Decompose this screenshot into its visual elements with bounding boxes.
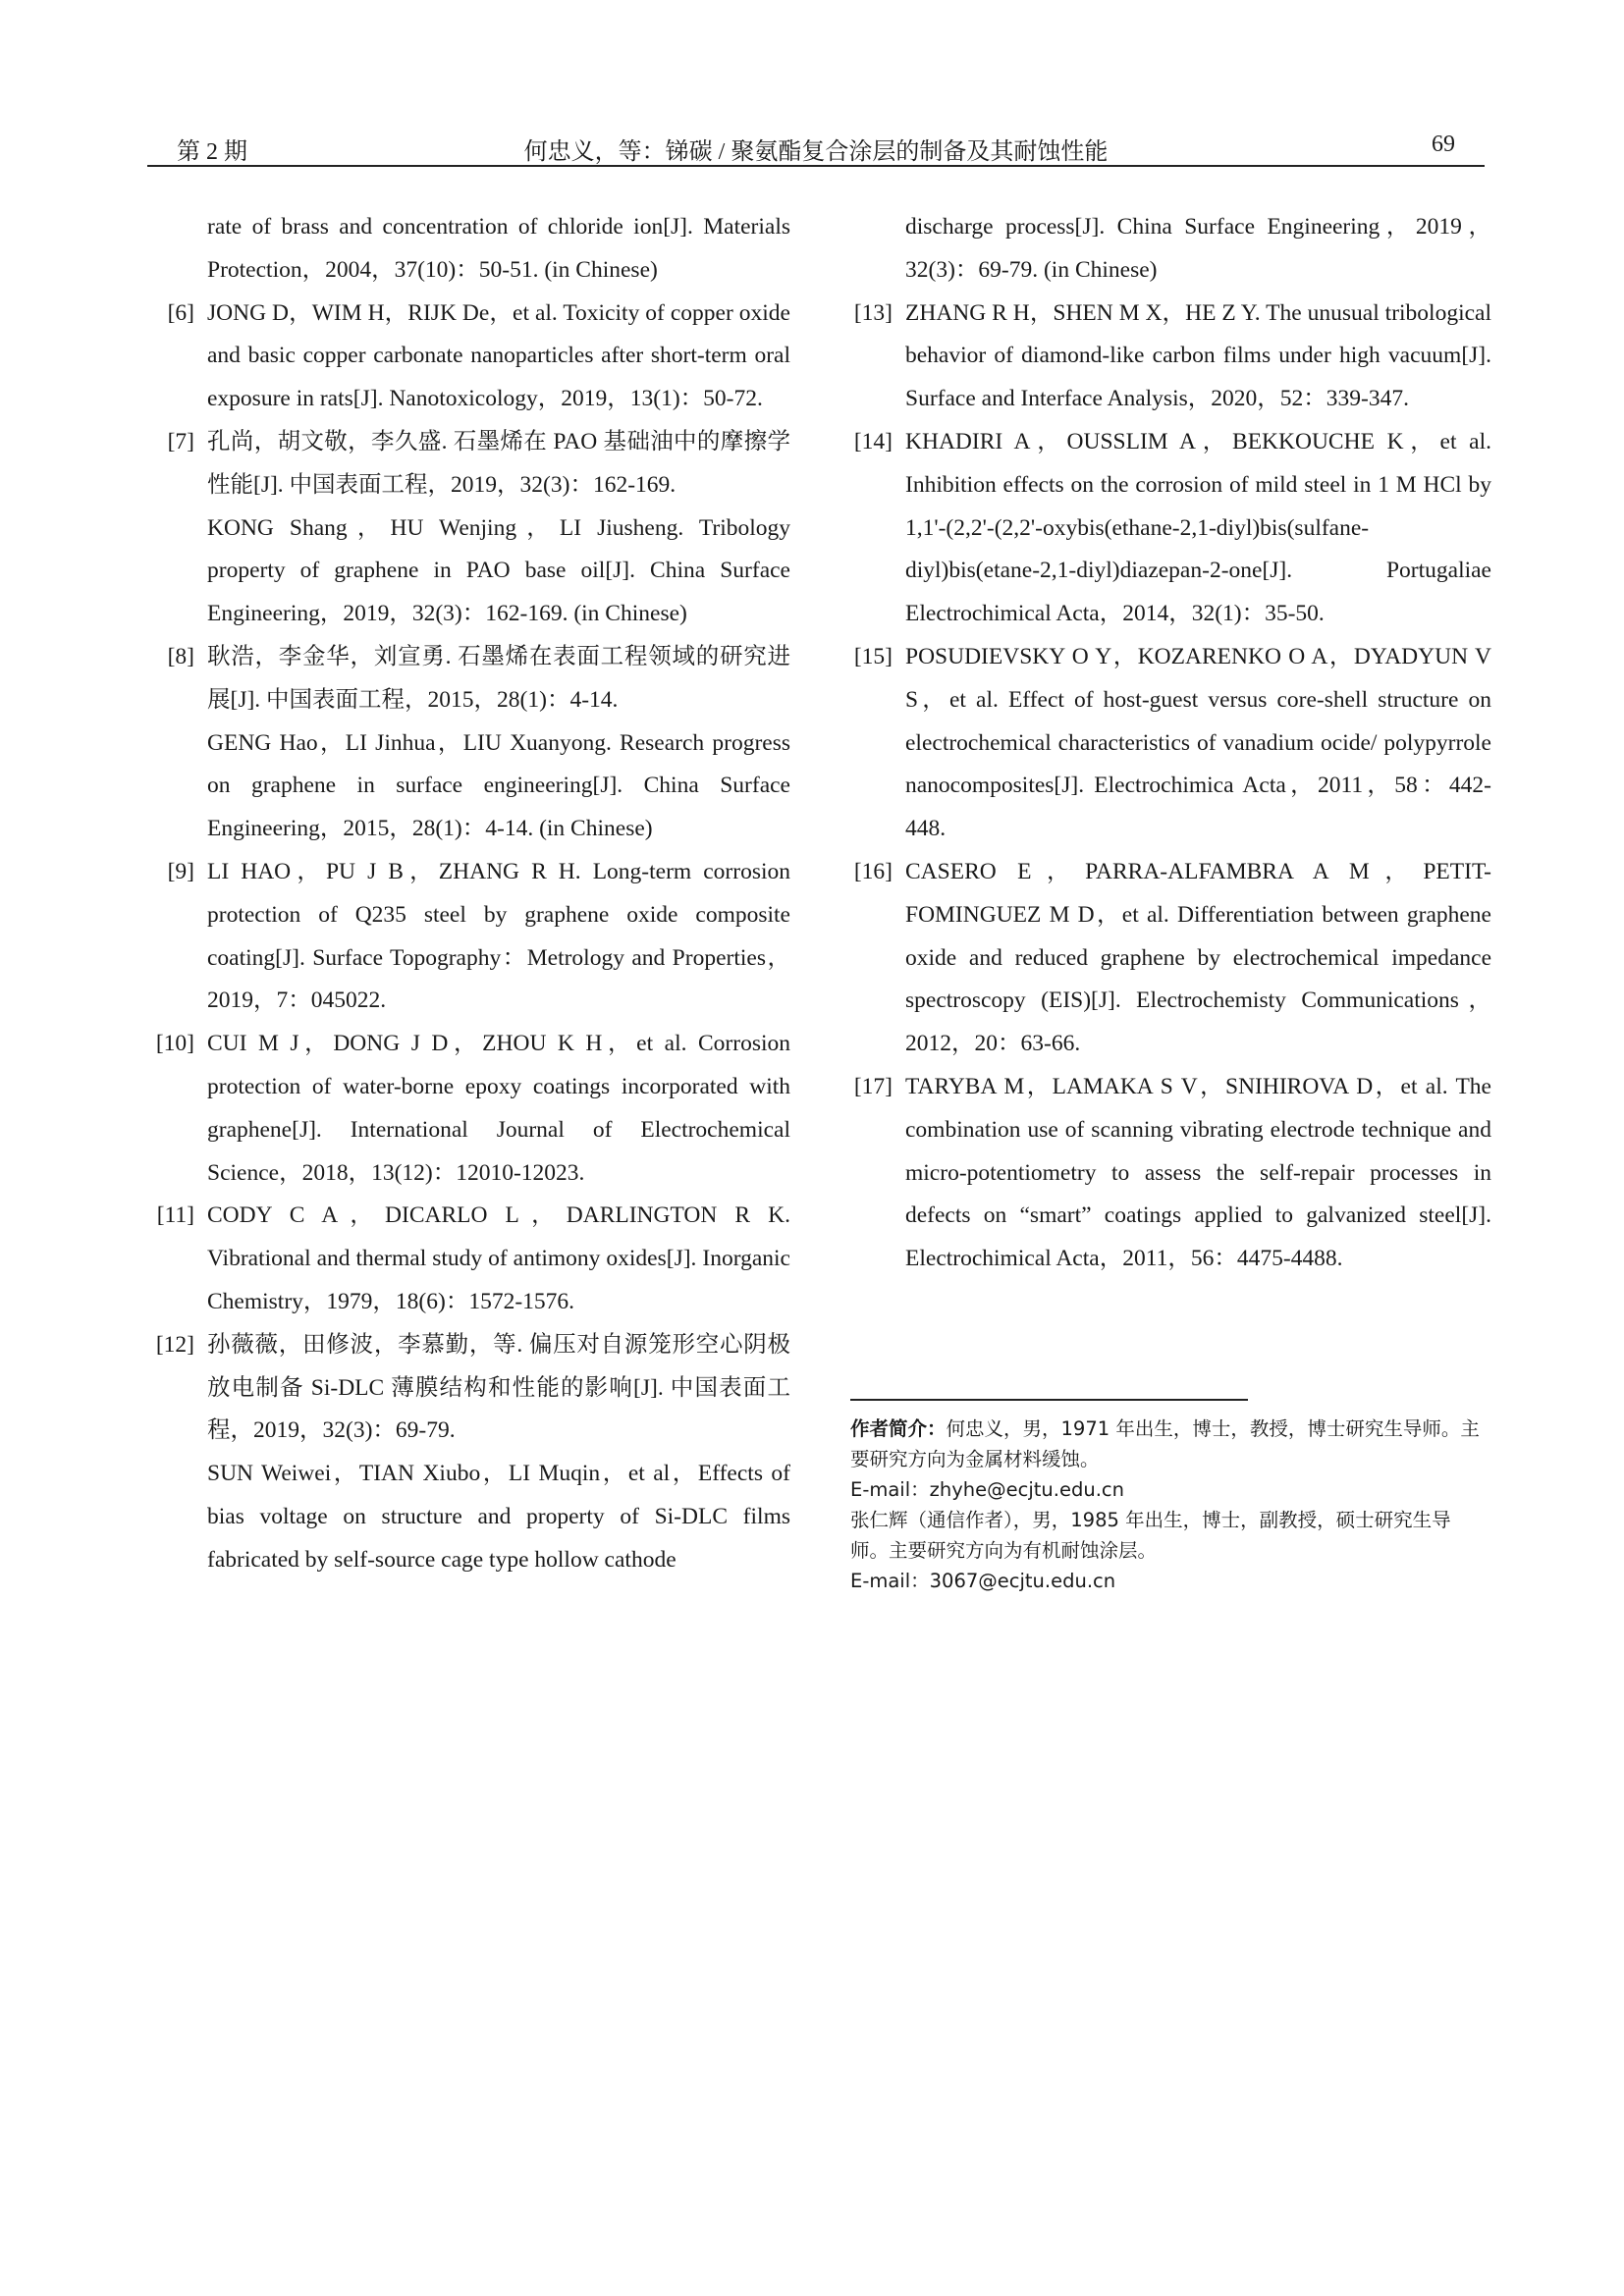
reference-text: CODY C A，DICARLO L，DARLINGTON R K. Vibrational and thermal study of antimony oxides[J]. Inorganic Chemistry，1979，18(6)：1572-1576. — [207, 1202, 790, 1314]
reference-text: JONG D，WIM H，RIJK De，et al. Toxicity of copper oxide and basic copper carbonate nanoparticles after short-term oral exposure in rats[J]. Nanotoxicology，2019，13(1)：50-72. — [207, 299, 790, 412]
issue-number: 第 2 期 — [177, 139, 247, 165]
reference-text: 孙薇薇，田修波，李慕勤，等. 偏压对自源笼形空心阴极放电制备 Si-DLC 薄膜结构和性能的影响[J]. 中国表面工程，2019，32(3)：69-79. — [207, 1331, 790, 1444]
author-1-email: E-mail：zhyhe@ecjtu.edu.cn — [850, 1478, 1124, 1501]
reference-item — [147, 293, 790, 421]
author-2-email: E-mail：3067@ecjtu.edu.cn — [850, 1570, 1116, 1592]
reference-text: CUI M J，DONG J D，ZHOU K H，et al. Corrosion protection of water-borne epoxy coatings incorporated with graphene[J]. International Journal of Electrochemical Science，2018，13(12)：12010-12023. — [207, 1031, 790, 1186]
reference-number: [9] — [167, 858, 194, 884]
footnote-rule — [850, 1399, 1248, 1401]
reference-item — [147, 851, 790, 1023]
reference-item — [147, 1195, 790, 1323]
reference-text: TARYBA M，LAMAKA S V，SNIHIROVA D，et al. The combination use of scanning vibrating electrode technique and micro-potentiometry to assess the self-repair processes in defects on “smart” coatings applied to galvanized steel[J]. Electrochimical Acta，2011，56：4475-4488. — [905, 1073, 1491, 1272]
reference-number: [6] — [167, 299, 194, 326]
reference-text: ZHANG R H，SHEN M X，HE Z Y. The unusual tribological behavior of diamond-like carbon films under high vacuum[J]. Surface and Interface Analysis，2020，52：339-347. — [905, 299, 1491, 412]
reference-item — [845, 293, 1491, 421]
reference-item — [147, 636, 790, 851]
reference-number: [12] — [155, 1331, 194, 1358]
reference-item — [147, 1023, 790, 1195]
page-number: 69 — [1432, 132, 1455, 157]
author-info-label: 作者简介： — [850, 1417, 947, 1440]
reference-text: KHADIRI A，OUSSLIM A，BEKKOUCHE K，et al. Inhibition effects on the corrosion of mild steel in 1 M HCl by 1,1'-(2,2'-(2,2'-oxybis(ethane-2,1-diyl)bis(sulfane-diyl)bis(etane-2,1-diyl)diazepan-2-one[J]. Portugaliae Electrochimical Acta，2014，32(1)：35-50. — [905, 428, 1491, 627]
reference-text: 耿浩，李金华，刘宣勇. 石墨烯在表面工程领域的研究进展[J]. 中国表面工程，2015，28(1)：4-14. — [207, 643, 790, 713]
reference-item — [147, 421, 790, 636]
reference-number: [15] — [853, 643, 893, 669]
reference-number: [8] — [167, 643, 194, 669]
reference-item — [147, 1324, 790, 1582]
reference-number: [16] — [853, 858, 893, 884]
reference-number: [11] — [156, 1202, 194, 1229]
reference-translation: SUN Weiwei，TIAN Xiubo，LI Muqin，et al，Effects of bias voltage on structure and property of Si-DLC films fabricated by self-source cage type hollow cathode — [207, 1461, 790, 1573]
header-rule — [147, 165, 1485, 167]
reference-number: [14] — [853, 428, 893, 454]
reference-number: [17] — [853, 1073, 893, 1099]
reference-item — [845, 421, 1491, 636]
reference-number: [13] — [853, 299, 893, 326]
reference-text: 孔尚，胡文敬，李久盛. 石墨烯在 PAO 基础油中的摩擦学性能[J]. 中国表面工程，2019，32(3)：162-169. — [207, 428, 790, 498]
reference-item — [845, 206, 1491, 293]
reference-text: LI HAO，PU J B，ZHANG R H. Long-term corrosion protection of Q235 steel by graphene oxide composite coating[J]. Surface Topography：Metrology and Properties，2019，7：045022. — [207, 858, 790, 1014]
reference-text: rate of brass and concentration of chloride ion[J]. Materials Protection，2004，37(10)：50-51. (in Chinese) — [207, 214, 790, 283]
reference-text: discharge process[J]. China Surface Engineering，2019，32(3)：69-79. (in Chinese) — [905, 214, 1491, 283]
running-header — [147, 128, 1485, 167]
reference-item — [845, 1066, 1491, 1281]
author-info — [850, 1414, 1489, 1596]
references-left-column — [147, 206, 790, 1582]
author-1-line — [850, 1414, 1489, 1474]
reference-text: POSUDIEVSKY O Y，KOZARENKO O A，DYADYUN V S，et al. Effect of host-guest versus core-shell structure on electrochemical characteristics of vanadium ocide/ polypyrrole nanocomposites[J]. Electrochimica Acta，2011，58：442-448. — [905, 643, 1491, 842]
running-title: 何忠义，等：锑碳 / 聚氨酯复合涂层的制备及其耐蚀性能 — [523, 139, 1109, 165]
reference-translation: GENG Hao，LI Jinhua，LIU Xuanyong. Research progress on graphene in surface engineering[J]. China Surface Engineering，2015，28(1)：4-14. (in Chinese) — [207, 729, 790, 842]
references-right-column — [845, 206, 1491, 1281]
author-1-bio: 何忠义，男，1971 年出生，博士，教授，博士研究生导师。主要研究方向为金属材料缓蚀。 — [850, 1417, 1480, 1470]
reference-text: CASERO E，PARRA-ALFAMBRA A M，PETIT-FOMINGUEZ M D，et al. Differentiation between graphene oxide and reduced graphene by electrochemical impedance spectroscopy (EIS)[J]. Electrochemisty Communications，2012，20：63-66. — [905, 858, 1491, 1057]
reference-translation: KONG Shang，HU Wenjing，LI Jiusheng. Tribology property of graphene in PAO base oil[J]. China Surface Engineering，2019，32(3)：162-169. (in Chinese) — [207, 514, 790, 627]
reference-number: [10] — [155, 1031, 194, 1057]
reference-number: [7] — [167, 428, 194, 454]
reference-item — [147, 206, 790, 293]
author-2-bio: 张仁辉（通信作者），男，1985 年出生，博士，副教授，硕士研究生导师。主要研究方向为有机耐蚀涂层。 — [850, 1509, 1451, 1562]
reference-item — [845, 636, 1491, 851]
reference-item — [845, 851, 1491, 1066]
